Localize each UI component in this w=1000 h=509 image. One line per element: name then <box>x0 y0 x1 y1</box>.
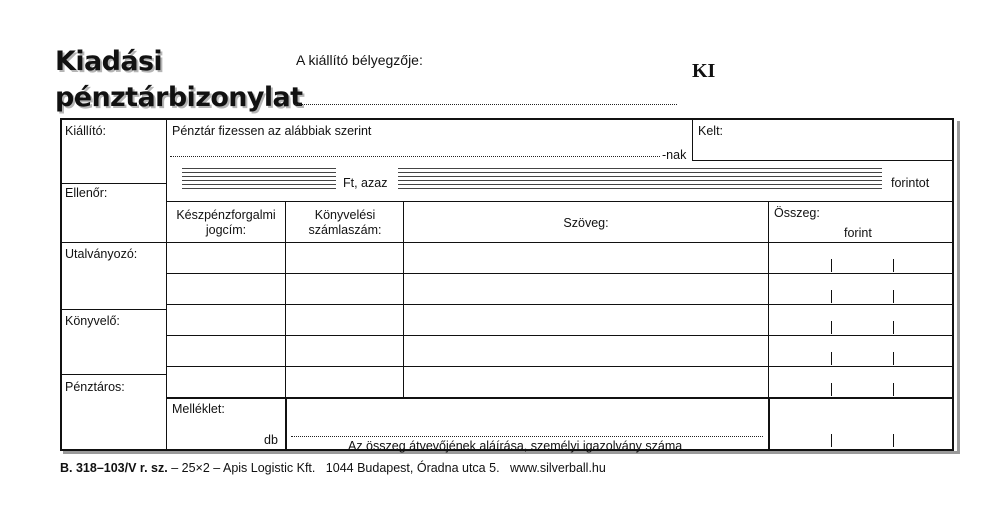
amount-tick <box>831 383 832 396</box>
pay-instruction: Pénztár fizessen az alábbiak szerint <box>172 124 372 138</box>
header-szamla-line1: Könyvelési <box>314 208 376 222</box>
form-title-line1: Kiadási <box>55 46 163 77</box>
header-jogcim <box>168 208 284 238</box>
total-tick <box>893 434 894 447</box>
row-line-0 <box>166 242 954 243</box>
divider-konyvelo-penztaros <box>62 374 166 375</box>
db-label: db <box>264 433 278 447</box>
header-osszeg: Összeg: <box>774 206 820 220</box>
ki-mark: KI <box>692 60 716 82</box>
signature-right-divider <box>768 397 770 450</box>
divider-ellenor-utalvanyozo <box>62 242 166 243</box>
header-szoveg: Szöveg: <box>563 216 609 230</box>
amount-tick <box>831 290 832 303</box>
amount-figures-field[interactable] <box>182 168 336 192</box>
kelt-label: Kelt: <box>698 124 724 138</box>
header-jogcim-line1: Készpénzforgalmi <box>176 208 276 222</box>
kelt-bottom-line <box>692 160 954 161</box>
signature-field[interactable] <box>291 430 763 437</box>
form-title-line2: pénztárbizonylat <box>55 82 303 113</box>
header-forint: forint <box>844 226 872 240</box>
melleklet-divider <box>285 397 287 450</box>
ft-azaz-label: Ft, azaz <box>343 176 388 190</box>
header-szamlaszam <box>287 208 403 238</box>
payee-field[interactable] <box>170 150 660 157</box>
kelt-divider <box>692 120 693 160</box>
melleklet-label: Melléklet: <box>172 402 225 416</box>
row-line-1 <box>166 273 954 274</box>
divider-kiallito-ellenor <box>62 183 166 184</box>
header-szamla-line2: számlaszám: <box>308 223 382 237</box>
header-jogcim-line2: jogcím: <box>205 223 247 237</box>
divider-utalvanyozo-konyvelo <box>62 309 166 310</box>
forintot-label: forintot <box>891 176 930 190</box>
left-column-divider <box>166 120 167 450</box>
amount-tick <box>893 383 894 396</box>
label-utalvanyozo: Utalványozó: <box>65 247 138 261</box>
signature-caption: Az összeg átvevőjének aláírása, személyi igazolvány száma <box>348 439 683 453</box>
label-konyvelo: Könyvelő: <box>65 314 120 328</box>
amount-tick <box>893 290 894 303</box>
amount-tick <box>831 321 832 334</box>
label-penztaros: Pénztáros: <box>65 380 125 394</box>
amount-words-field[interactable] <box>398 168 882 192</box>
stamp-label: A kiállító bélyegzője: <box>296 52 423 68</box>
nak-suffix: -nak <box>662 148 687 162</box>
amount-tick <box>893 321 894 334</box>
stamp-field[interactable] <box>295 96 677 105</box>
form-shadow-right <box>957 121 960 454</box>
amount-tick <box>893 259 894 272</box>
row-line-2 <box>166 304 954 305</box>
footer <box>60 461 606 475</box>
label-kiallito: Kiállító: <box>65 124 106 138</box>
amount-tick <box>831 259 832 272</box>
amount-tick <box>893 352 894 365</box>
footer-publisher: – 25×2 – Apis Logistic Kft. 1044 Budapest, Óradna utca 5. www.silverball.hu <box>167 461 606 475</box>
row-line-3 <box>166 335 954 336</box>
label-ellenor: Ellenőr: <box>65 186 108 200</box>
col-divider-1 <box>285 202 286 397</box>
row-line-4 <box>166 366 954 367</box>
total-tick <box>831 434 832 447</box>
col-divider-2 <box>403 202 404 397</box>
footer-code: B. 318–103/V r. sz. <box>60 461 168 475</box>
amount-tick <box>831 352 832 365</box>
